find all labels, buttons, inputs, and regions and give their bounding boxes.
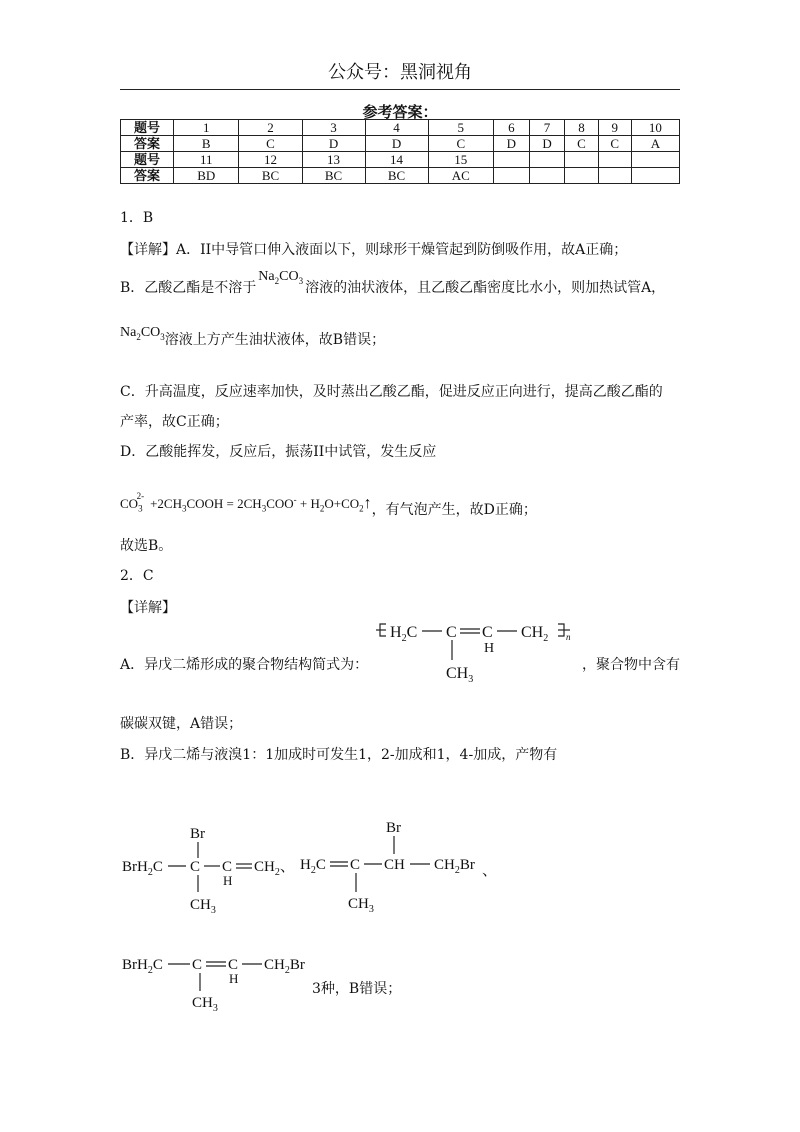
question-number-cell (529, 152, 565, 168)
q2-detail-label: 【详解】 (120, 600, 176, 616)
row-label-question: 题号 (121, 120, 174, 136)
q1-option-b-line2 (120, 325, 386, 355)
answer-cell: D (365, 136, 428, 152)
question-number-cell: 10 (631, 120, 679, 136)
answer-cell (494, 168, 530, 184)
svg-text:C: C (350, 857, 361, 873)
answer-table-answer-row (121, 168, 680, 184)
svg-text:、: 、 (482, 863, 498, 879)
answer-cell: C (598, 136, 631, 152)
svg-text:CH3: $CH_3$ (348, 896, 374, 915)
answer-cell: D (529, 136, 565, 152)
q1-option-d-line1: D．乙酸能挥发，反应后，振荡II中试管，发生反应 (120, 444, 437, 460)
answer-cell (631, 168, 679, 184)
svg-text:C: C (228, 957, 239, 973)
row-label-question: 题号 (121, 152, 174, 168)
detail-label: 【详解】 (120, 242, 176, 258)
product-2-structure (298, 812, 508, 917)
question-number-cell (598, 152, 631, 168)
question-number-cell: 15 (428, 152, 493, 168)
answer-table (120, 119, 680, 184)
answer-cell (565, 168, 598, 184)
answer-table-question-row (121, 152, 680, 168)
svg-text:CH2、: $CH_2$、 (254, 859, 295, 878)
svg-text:Br: Br (386, 820, 401, 836)
answer-cell: D (494, 136, 530, 152)
svg-text:C: C (190, 859, 201, 875)
answer-cell: BC (365, 168, 428, 184)
q1-option-b-suffix: 溶液的油状液体，且乙酸乙酯密度比水小，则加热试管A， (305, 280, 666, 296)
question-number-cell (494, 152, 530, 168)
answer-key-title: 参考答案： (362, 103, 438, 121)
q1-option-b-prefix: B．乙酸乙酯是不溶于 (120, 280, 257, 296)
answer-cell: BC (302, 168, 365, 184)
answer-cell: AC (428, 168, 493, 184)
q2-option-b-line1: B．异戊二烯与液溴1：1加成时可发生1，2-加成和1，4-加成，产物有 (120, 747, 558, 763)
q1-option-b-line2-text: 溶液上方产生油状液体，故B错误； (164, 332, 386, 348)
q2-option-b-end: 3种，B错误； (312, 981, 402, 997)
answer-cell (529, 168, 565, 184)
svg-text:n: n (566, 632, 571, 642)
answer-table-answer-row (121, 136, 680, 152)
svg-text:CH3: $CH_3$ (190, 897, 216, 916)
question-number-cell: 12 (239, 152, 302, 168)
q2-option-a-suffix: ，聚合物中含有 (582, 657, 680, 673)
q1-option-d-after: ，有气泡产生，故D正确； (371, 502, 537, 519)
answer-cell: BD (174, 168, 239, 184)
q1-detail-a (120, 240, 627, 260)
question-number-cell: 4 (365, 120, 428, 136)
svg-text:H: H (223, 873, 233, 888)
svg-text:BrH2C: BrH$_2$C (122, 957, 163, 976)
q1-option-c-line1: C．升高温度，反应速率加快，及时蒸出乙酸乙酯，促进反应正向进行，提高乙酸乙酯的 (120, 384, 663, 400)
answer-cell: A (631, 136, 679, 152)
answer-cell: C (428, 136, 493, 152)
svg-text:CH: CH (384, 857, 405, 873)
svg-text:CH2: $CH_2$ (521, 624, 549, 644)
product-3-structure (120, 945, 310, 1015)
svg-text:CH2Br: $CH_2Br$ (264, 957, 305, 976)
svg-text:H2C: $H_2C$ (390, 624, 418, 644)
svg-text:BrH2C: BrH$_2$C (122, 859, 163, 878)
q1-conclusion: 故选B。 (120, 538, 173, 554)
svg-text:C: C (192, 957, 203, 973)
answer-cell: D (302, 136, 365, 152)
svg-text:C: C (482, 624, 493, 641)
answer-cell (598, 168, 631, 184)
svg-text:Br: Br (190, 826, 205, 842)
question-number-cell: 11 (174, 152, 239, 168)
row-label-answer: 答案 (121, 168, 174, 184)
question-number-cell: 7 (529, 120, 565, 136)
svg-text:H2C: $H_2C$ (300, 857, 326, 876)
q2-number: 2．C (120, 568, 154, 584)
question-number-cell: 6 (494, 120, 530, 136)
question-number-cell: 2 (239, 120, 302, 136)
question-number-cell (565, 152, 598, 168)
q2-option-a-prefix: A．异戊二烯形成的聚合物结构简式为： (120, 657, 369, 673)
q1-equation-line (120, 490, 537, 519)
svg-text:CH3: $CH_3$ (446, 665, 474, 685)
question-number-cell: 9 (598, 120, 631, 136)
svg-text:C: C (222, 859, 233, 875)
na2co3-formula: $Na_2CO_3$ (258, 269, 304, 286)
svg-text:CH3: $CH_3$ (192, 995, 218, 1014)
reaction-equation: $CO_3^{2-}+2CH_3COOH = 2CH_3COO^-$ + $H_2O+CO_2↑$ (120, 491, 372, 514)
question-number-cell: 14 (365, 152, 428, 168)
answer-cell: B (174, 136, 239, 152)
question-number-cell: 1 (174, 120, 239, 136)
question-number-cell: 5 (428, 120, 493, 136)
svg-text:H: H (229, 971, 239, 986)
question-number-cell (631, 152, 679, 168)
polyisoprene-structure (376, 618, 576, 686)
product-1-structure (120, 820, 300, 915)
q1-option-a: A．II中导管口伸入液面以下，则球形干燥管起到防倒吸作用，故A正确； (176, 242, 628, 258)
question-number-cell: 13 (302, 152, 365, 168)
answer-table-question-row (121, 120, 680, 136)
q1-option-c-line2: 产率，故C正确； (120, 414, 229, 430)
header-rule (120, 89, 680, 90)
na2co3-formula: $Na_2CO_3$ (120, 325, 165, 342)
page-header: 公众号：黑洞视角 (328, 62, 472, 83)
answer-cell: BC (239, 168, 302, 184)
q1-option-b-line1 (120, 269, 666, 303)
svg-text:CH2Br: $CH_2Br$ (434, 857, 475, 876)
answer-cell: C (239, 136, 302, 152)
question-number-cell: 8 (565, 120, 598, 136)
answer-cell: C (565, 136, 598, 152)
row-label-answer: 答案 (121, 136, 174, 152)
svg-text:C: C (446, 624, 457, 641)
q1-number: 1．B (120, 210, 154, 226)
q2-option-a-line2: 碳碳双键，A错误； (120, 716, 243, 732)
svg-text:H: H (484, 641, 495, 656)
question-number-cell: 3 (302, 120, 365, 136)
